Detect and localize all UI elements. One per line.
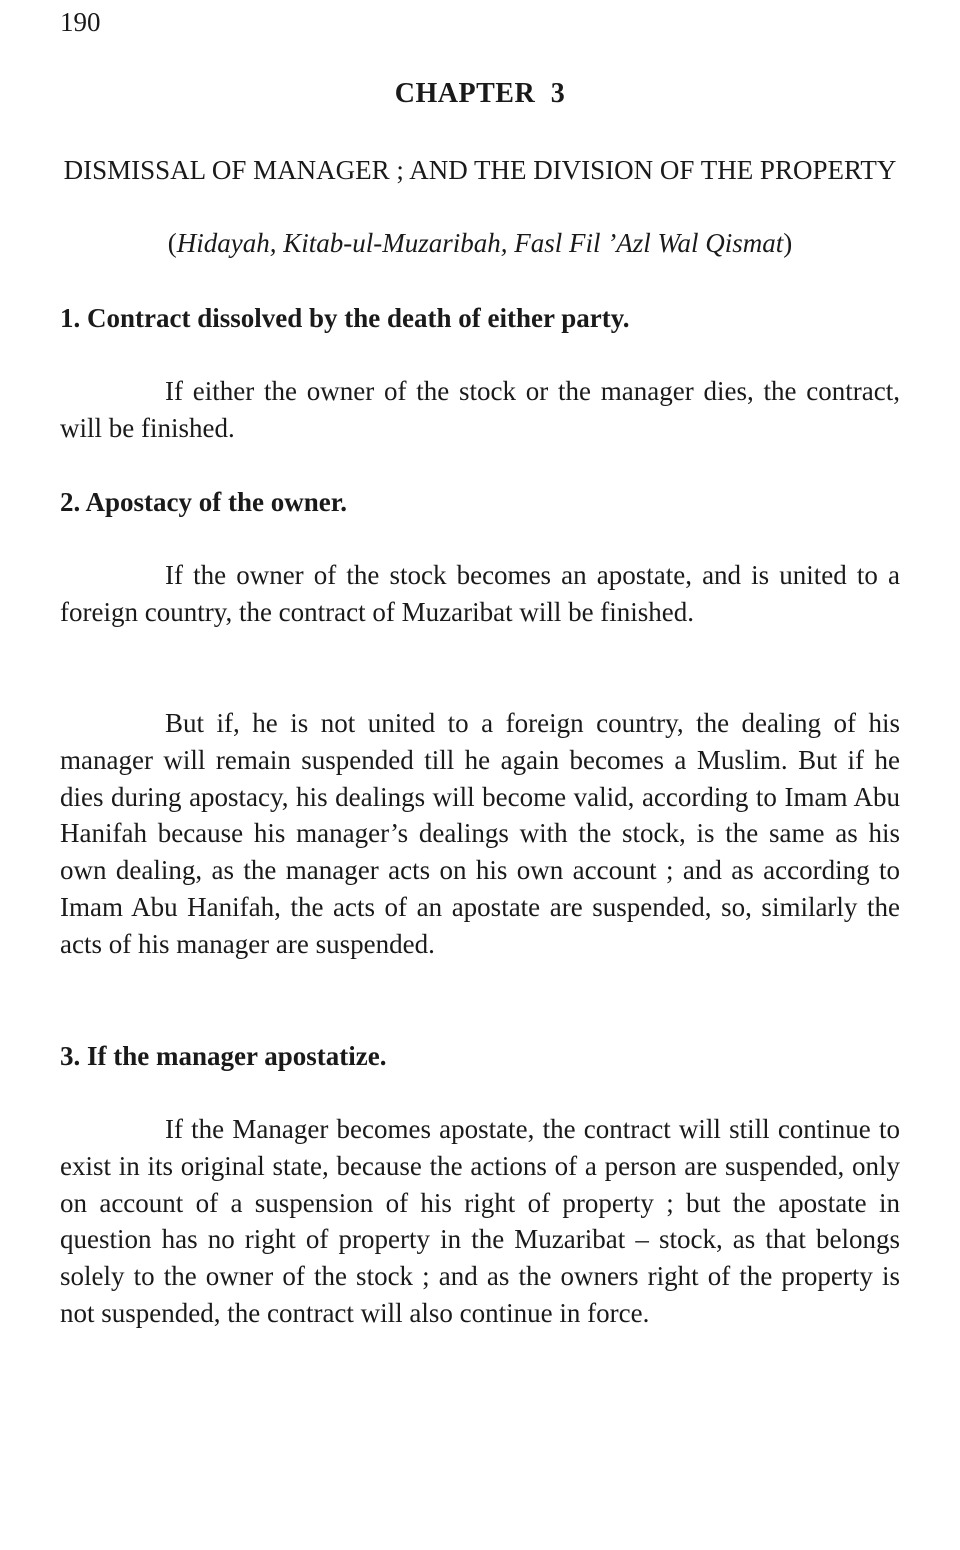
citation-open: ( <box>167 228 177 258</box>
section-2-paragraph-1: If the owner of the stock becomes an apostate, and is united to a foreign country, the contract of Muzaribat will be finished. <box>60 560 900 627</box>
citation <box>60 225 900 261</box>
chapter-label: CHAPTER 3 <box>394 78 566 109</box>
section-3-paragraph-1: If the Manager becomes apostate, the contract will still continue to exist in its original state, because the actions of a person are suspended, only on account of a suspension of his right of property ; but the apostate in question has no right of property in the Muzaribat – stock, as that belongs solely to the owner of the stock ; and as the owners right of the property is not suspended, the contract will also continue in force. <box>60 1114 900 1328</box>
chapter-title: DISMISSAL OF MANAGER ; AND THE DIVISION OF THE PROPERTY <box>63 155 897 185</box>
page-number: 190 <box>60 7 101 37</box>
citation-close: ) <box>783 228 793 258</box>
section-heading-2: 2. Apostacy of the owner. <box>60 487 347 517</box>
section-1-paragraph-1: If either the owner of the stock or the manager dies, the contract, will be finished. <box>60 376 900 443</box>
section-2-paragraph-2: But if, he is not united to a foreign country, the dealing of his manager will remain suspended till he again becomes a Muslim. But if he dies during apostacy, his dealings will become valid, according to Imam Abu Hanifah because his manager’s dealings with the stock, is the same as his own dealing, as the manager acts on his own account ; and as according to Imam Abu Hanifah, the acts of an apostate are suspended, so, similarly the acts of his manager are suspended. <box>60 708 900 959</box>
citation-text: Hidayah, Kitab-ul-Muzaribah, Fasl Fil ’Azl Wal Qismat <box>176 228 784 258</box>
section-heading-1: 1. Contract dissolved by the death of either party. <box>60 303 630 333</box>
section-heading-3: 3. If the manager apostatize. <box>60 1041 387 1071</box>
